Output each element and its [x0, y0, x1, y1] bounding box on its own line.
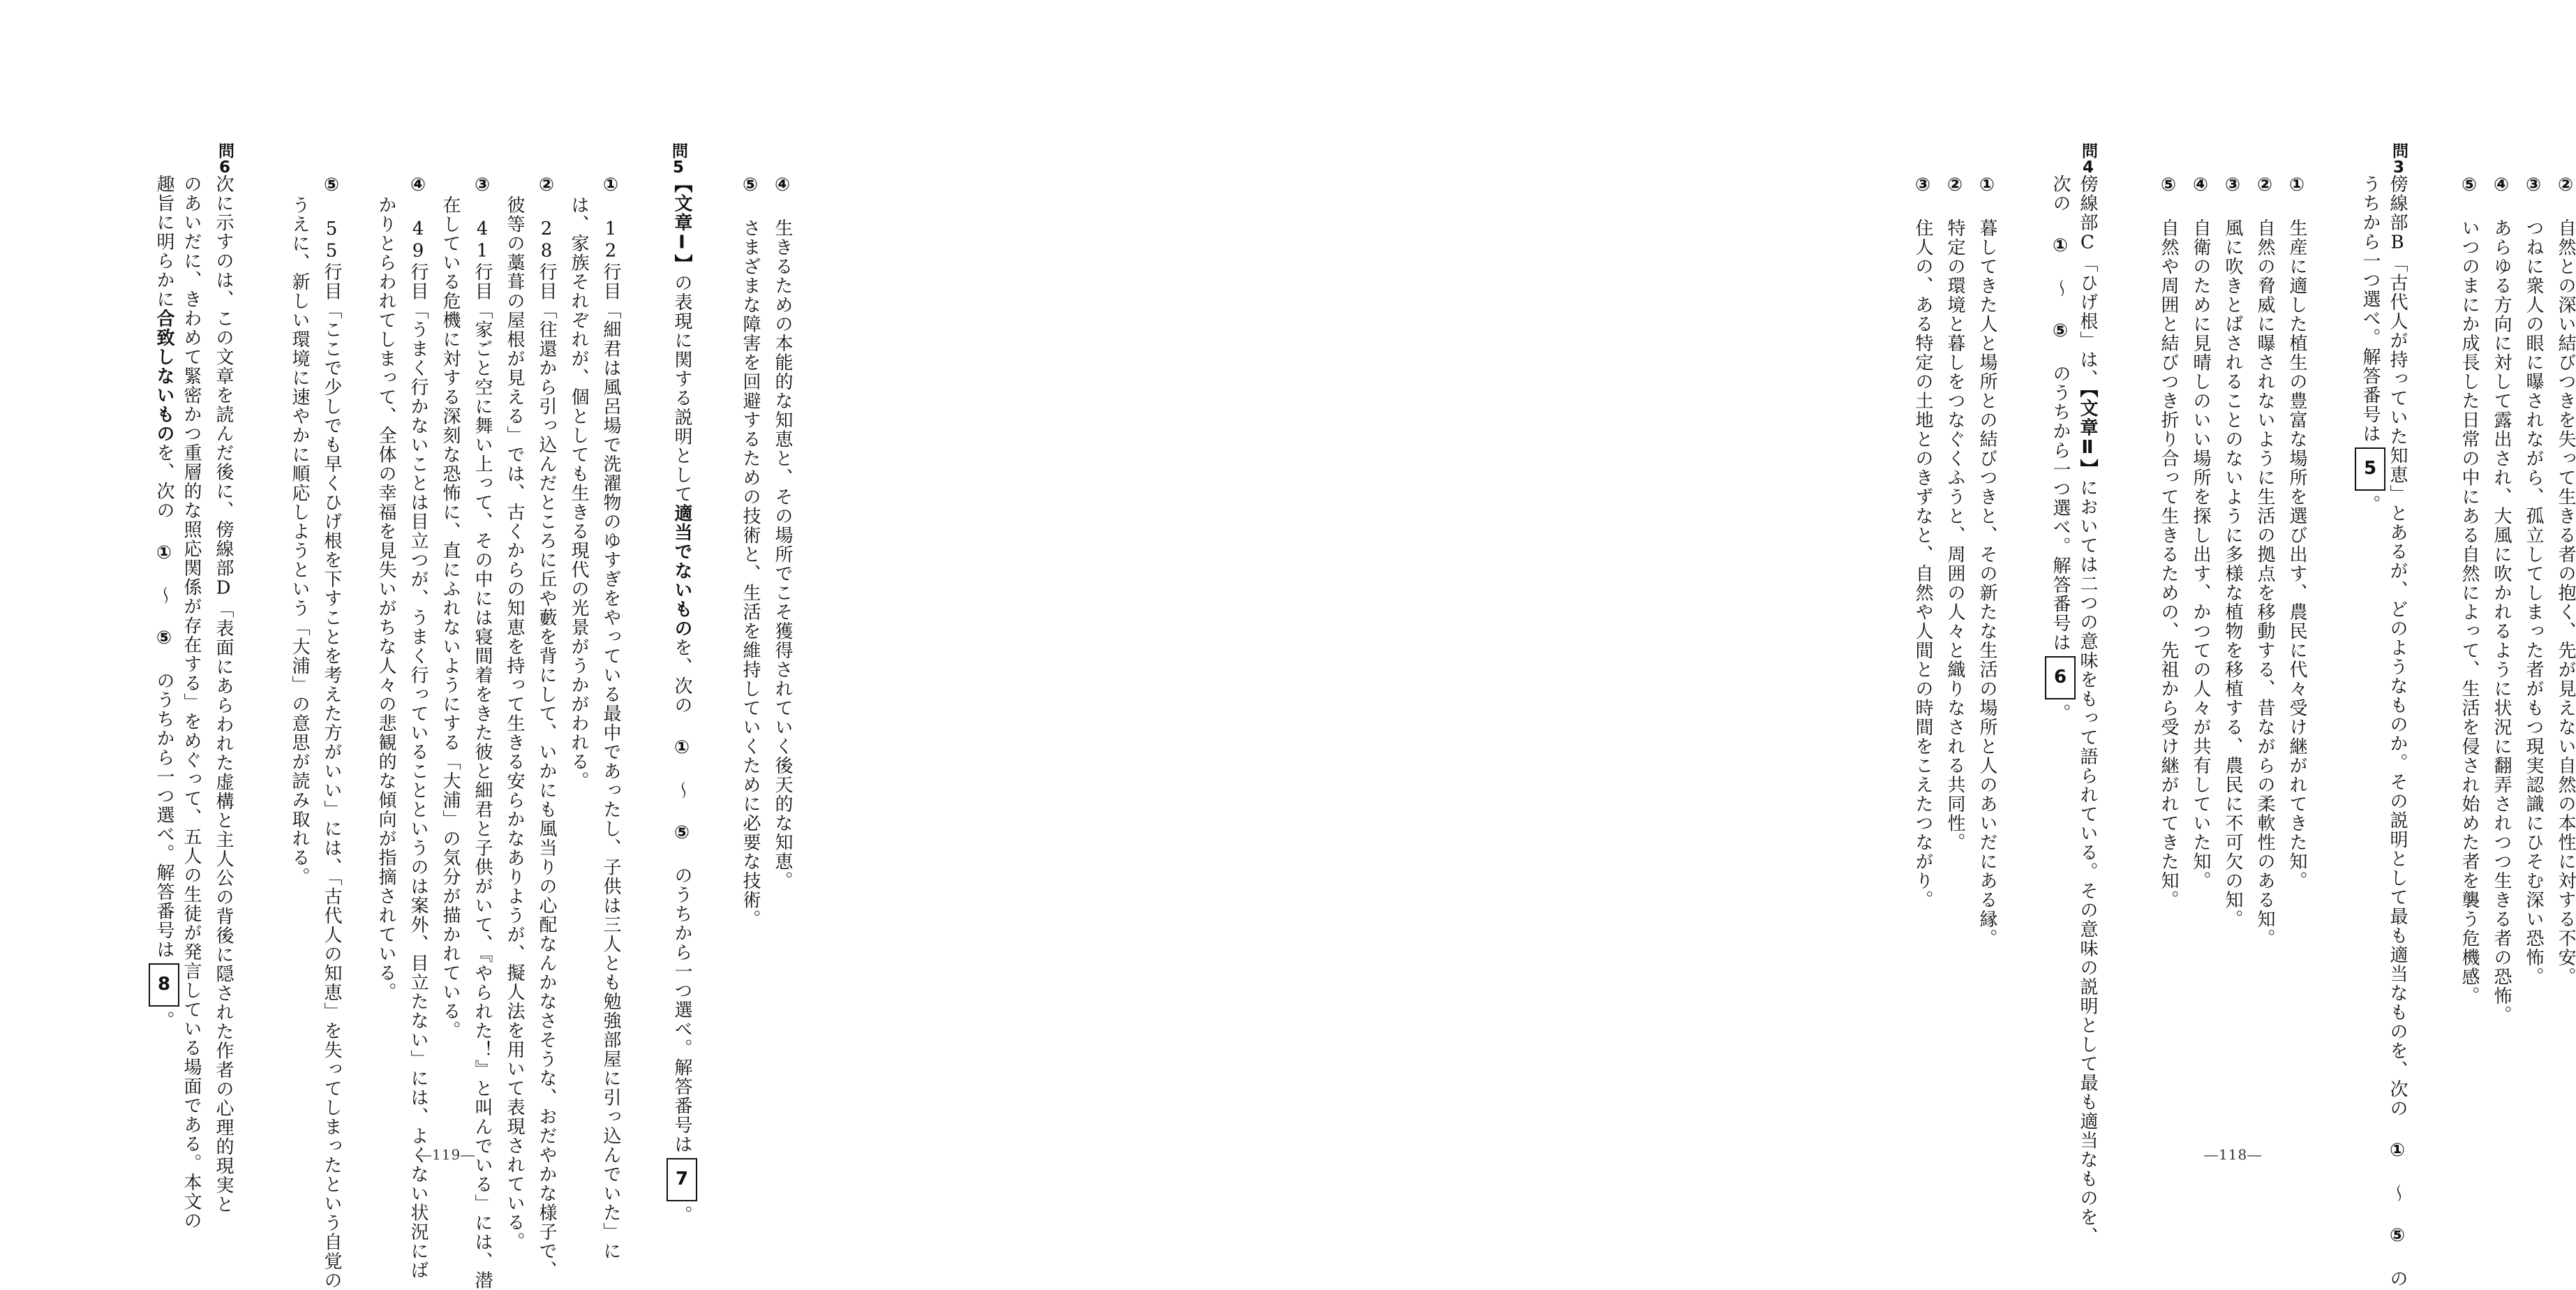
q2-option-3[interactable]: ③ つねに衆人の眼に曝されながら、孤立してしまった者がもつ現実認識にひそむ深い恐怖。 [2523, 175, 2544, 986]
q3-option-1[interactable]: ① 生産に適した植生の豊富な場所を選び出す、農民に代々受け継がれてきた知。 [2286, 175, 2307, 891]
question-3-label: 問3 [2390, 142, 2408, 177]
q3-option-3[interactable]: ③ 風に吹きとばされることのないように多様な植物を移植する、農民に不可欠の知。 [2222, 175, 2243, 929]
q5-option-2-line-2: 彼等の藁葺の屋根が見える」では、古くからの知恵を持って生きる安らかなありようが、擬人法を用いて表現されている。 [504, 195, 525, 1252]
q2-option-2[interactable]: ② 自然との深い結びつきを失って生きる者の抱く、先が見えない自然の本性に対する不安。 [2555, 175, 2576, 986]
q5-option-5-line-1[interactable]: ⑤ 55行目「ここで少しでも早くひげ根を下すことを考えた方がいい」には、「古代人の知恵」を失ってしまったという自覚の [321, 175, 342, 1290]
question-3-prompt-line-2: うちから一つ選べ。解答番号は5。 [2355, 175, 2385, 514]
answer-box-6[interactable]: 6 [2045, 656, 2076, 699]
answer-box-5[interactable]: 5 [2355, 447, 2385, 491]
question-6-prompt-line-1: 次に示すのは、この文章を読んだ後に、傍線部D「表面にあらわれた虚構と主人公の背後に隠された作者の心理的現実と [213, 175, 234, 1214]
question-3-prompt-line-1: 傍線部B「古代人が持っていた知恵」とあるが、どのようなものか。その説明として最も適当なものを、次の ① ～ ⑤ の [2387, 175, 2408, 1289]
q3-option-4[interactable]: ④ 自衛のために見晴しのいい場所を探し出す、かつての人々が共有していた知。 [2190, 175, 2211, 891]
q4-option-2[interactable]: ② 特定の環境と暮しをつなぐくふうと、周囲の人々と織りなされる共同性。 [1944, 175, 1965, 852]
q5-option-4-line-2: かりとらわれてしまって、全体の幸福を見失いがちな人々の悲観的な傾向が指摘されている。 [375, 195, 396, 1002]
q5-option-2-line-1[interactable]: ② 28行目「往還から引っ込んだところに丘や藪を背にして、いかにも風当りの心配なんかなさそうな、おだやかな様子で、 [536, 175, 557, 1280]
page-119 [0, 0, 893, 1290]
question-4-prompt-line-2: 次の ① ～ ⑤ のうちから一つ選べ。解答番号は6。 [2045, 175, 2076, 723]
question-4-label: 問4 [2079, 142, 2097, 177]
q5-option-5-line-2: うえに、新しい環境に速やかに順応しようという「大浦」の意思が読み取れる。 [289, 195, 310, 887]
question-5-label: 問5 [669, 142, 687, 177]
q4-option-5[interactable]: ⑤ さまざまな障害を回避するための技術と、生活を維持していくために必要な技術。 [740, 175, 761, 929]
q5-option-4-line-1[interactable]: ④ 49行目「うまく行かないことは目立つが、うまく行っていることというのは案外、目立たない」には、よくない状況にば [408, 175, 429, 1280]
q5-option-1-line-2: は、家族それぞれが、個としても生きる現代の光景がうかがわれる。 [568, 195, 589, 791]
answer-box-7[interactable]: 7 [667, 1158, 697, 1201]
question-5-prompt: 【文章Ⅰ】の表現に関する説明として適当でないものを、次の ① ～ ⑤ のうちから一つ選べ。解答番号は7。 [667, 175, 697, 1225]
q4-option-1[interactable]: ① 暮してきた人と場所との結びつきと、その新たな生活の場所と人のあいだにある縁。 [1976, 175, 1997, 948]
page-number: ―118― [2204, 1146, 2263, 1163]
page-118 [893, 0, 2576, 1289]
q5-option-3-line-2: 在している危機に対する深刻な恐怖に、直にふれないようにする「大浦」の気分が描かれている。 [440, 195, 461, 1040]
question-6-prompt-line-3: 趣旨に明らかに合致しないものを、次の ① ～ ⑤ のうちから一つ選べ。解答番号は8。 [149, 175, 179, 1030]
q4-option-4[interactable]: ④ 生きるための本能的な知恵と、その場所でこそ獲得されていく後天的な知恵。 [772, 175, 793, 891]
question-6-label: 問6 [216, 142, 234, 177]
q5-option-3-line-1[interactable]: ③ 41行目「家ごと空に舞い上って、その中には寝間着をきた彼と細君と子供がいて、『やられた！』と叫んでいる」には、潜 [472, 175, 493, 1290]
q2-option-5[interactable]: ⑤ いつのまにか成長した日常の中にある自然によって、生活を侵され始めた者を襲う危機感。 [2459, 175, 2480, 1006]
q3-option-2[interactable]: ② 自然の脅威に曝されないように生活の拠点を移動する、昔ながらの柔軟性のある知。 [2254, 175, 2275, 948]
question-4-prompt-line-1: 傍線部C「ひげ根」は、【文章Ⅱ】においては二つの意味をもって語られている。その意味の説明として最も適当なものを、 [2077, 175, 2098, 1246]
q4-option-3[interactable]: ③ 住人の、ある特定の土地とのきずなと、自然や人間との時間をこえたつながり。 [1912, 175, 1933, 910]
q5-option-1-line-1[interactable]: ① 12行目「細君は風呂場で洗濯物のゆすぎをやっている最中であったし、子供は三人とも勉強部屋に引っ込んでいた」に [600, 175, 621, 1261]
q3-option-5[interactable]: ⑤ 自然や周囲と結びつき折り合って生きるための、先祖から受け継がれてきた知。 [2158, 175, 2179, 910]
question-6-prompt-line-2: のあいだに、きわめて緊密かつ重層的な照応関係が存在する」をめぐって、五人の生徒が発言している場面である。本文の [181, 175, 202, 1231]
page-number: ―119― [417, 1146, 476, 1163]
answer-box-8[interactable]: 8 [149, 963, 179, 1007]
q2-option-4[interactable]: ④ あらゆる方向に対して露出され、大風に吹かれるように状況に翻弄されつつ生きる者の恐怖。 [2491, 175, 2512, 1025]
